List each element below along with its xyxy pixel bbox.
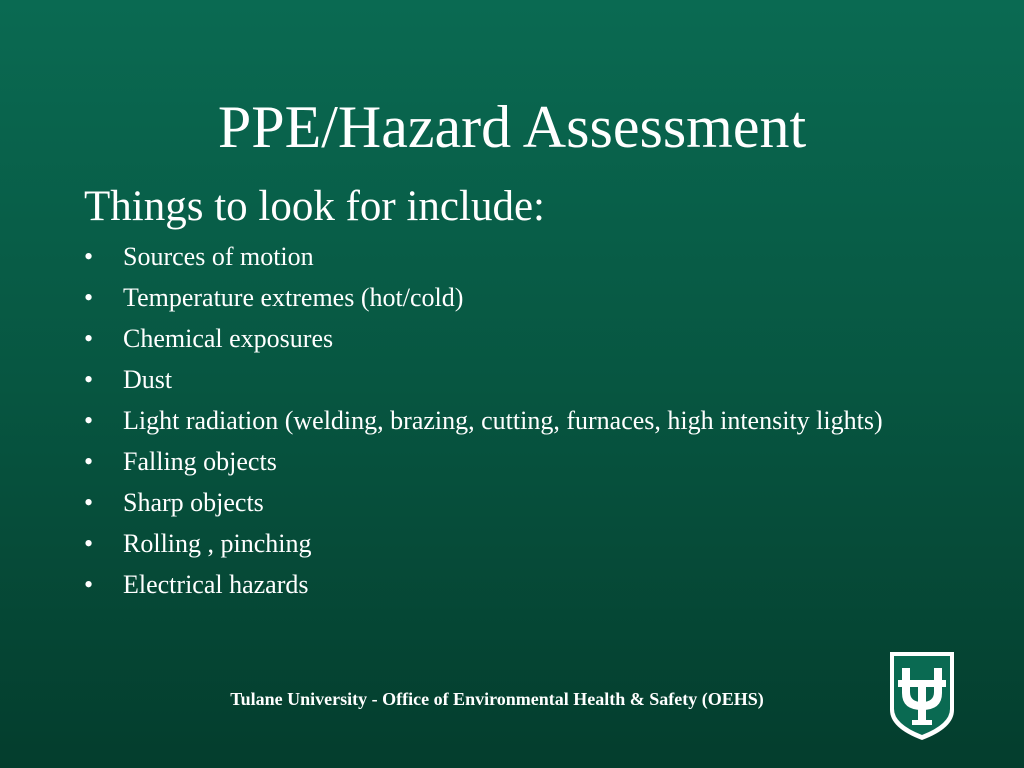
list-item-text: Temperature extremes (hot/cold)	[123, 283, 464, 312]
list-item-text: Sources of motion	[123, 242, 314, 271]
list-item-text: Light radiation (welding, brazing, cutting, furnaces, high intensity lights)	[123, 406, 883, 435]
bullet-icon: •	[84, 242, 94, 271]
footer-text: Tulane University - Office of Environmental Health & Safety (OEHS)	[230, 689, 764, 709]
hazard-bullet-list	[84, 240, 914, 609]
list-item	[84, 281, 914, 315]
list-item	[84, 445, 914, 479]
list-item-text: Rolling , pinching	[123, 529, 312, 558]
list-item-text: Dust	[123, 365, 173, 394]
list-item	[84, 568, 914, 602]
list-item-text: Chemical exposures	[123, 324, 334, 353]
bullet-icon: •	[84, 447, 94, 476]
bullet-icon: •	[84, 529, 94, 558]
tulane-tu-shield-icon	[888, 650, 956, 742]
list-item-text: Falling objects	[123, 447, 277, 476]
list-item	[84, 404, 914, 438]
bullet-icon: •	[84, 406, 94, 435]
bullet-icon: •	[84, 283, 94, 312]
list-item	[84, 322, 914, 356]
bullet-icon: •	[84, 324, 94, 353]
list-item	[84, 363, 914, 397]
list-item	[84, 240, 914, 274]
slide-title: PPE/Hazard Assessment	[217, 94, 807, 160]
list-item	[84, 527, 914, 561]
bullet-icon: •	[84, 570, 94, 599]
list-item-text: Electrical hazards	[123, 570, 309, 599]
bullet-icon: •	[84, 488, 94, 517]
list-item	[84, 486, 914, 520]
bullet-icon: •	[84, 365, 94, 394]
list-item-text: Sharp objects	[123, 488, 264, 517]
slide-subtitle: Things to look for include:	[84, 183, 545, 230]
